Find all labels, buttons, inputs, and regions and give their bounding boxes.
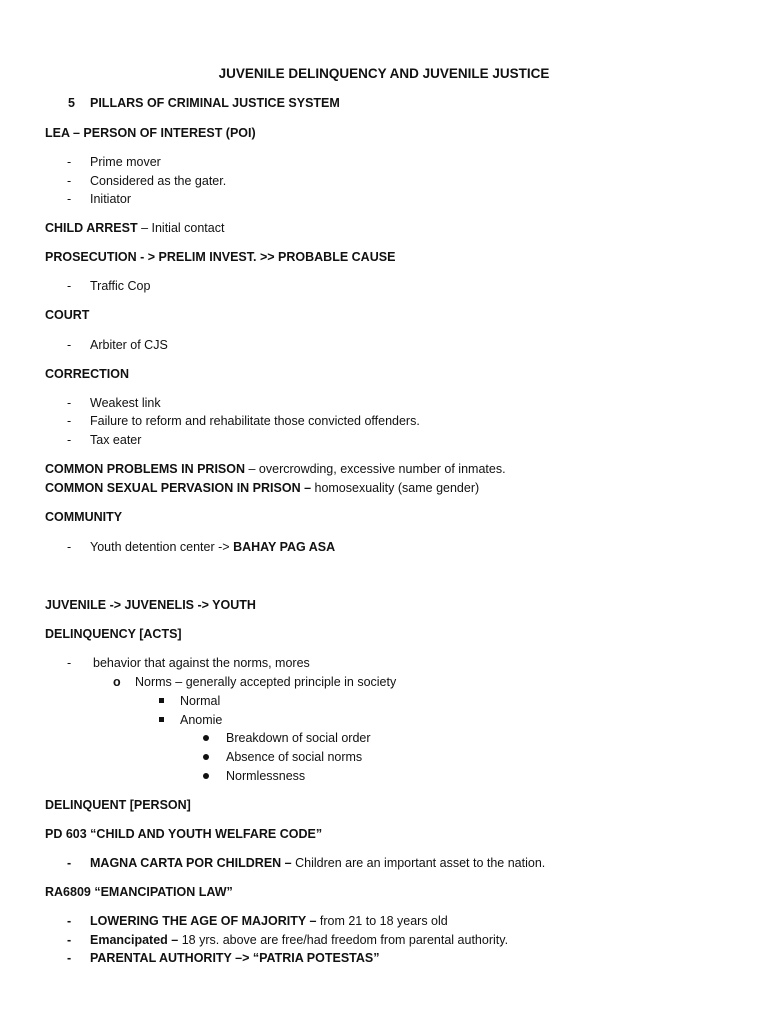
child-arrest-label: CHILD ARREST [45, 221, 138, 235]
juvenile-heading: JUVENILE -> JUVENELIS -> YOUTH [45, 598, 256, 612]
delinquency-heading: DELINQUENCY [ACTS] [45, 627, 182, 641]
dash-marker: - [67, 338, 72, 352]
community-item-text: Youth detention center -> [90, 540, 234, 554]
correction-item: Failure to reform and rehabilitate those convicted offenders. [90, 414, 420, 428]
delinquency-sub-item: Norms – generally accepted principle in society [135, 675, 397, 689]
dash-marker: - [67, 433, 72, 447]
lea-item: Prime mover [90, 155, 161, 169]
delinquency-level4-item: Breakdown of social order [226, 731, 371, 745]
document-title: JUVENILE DELINQUENCY AND JUVENILE JUSTICE [218, 66, 550, 81]
correction-item: Weakest link [90, 396, 161, 410]
prosecution-heading: PROSECUTION - > PRELIM INVEST. >> PROBABLE CAUSE [45, 250, 396, 264]
circle-marker: o [113, 675, 121, 689]
pillars-number: 5 [68, 96, 75, 110]
ra6809-item [90, 932, 508, 948]
dash-marker: - [67, 540, 72, 554]
dash-marker: - [67, 155, 72, 169]
dash-marker: - [67, 279, 72, 293]
round-bullet [203, 773, 209, 779]
ra6809-heading: RA6809 “EMANCIPATION LAW” [45, 885, 233, 899]
correction-item: Tax eater [90, 433, 142, 447]
ra6809-item-bold: Emancipated – [90, 933, 179, 947]
delinquency-item: behavior that against the norms, mores [93, 656, 310, 670]
square-bullet [159, 698, 164, 703]
pd603-heading: PD 603 “CHILD AND YOUTH WELFARE CODE” [45, 827, 323, 841]
round-bullet [203, 754, 209, 760]
child-arrest-line [45, 220, 224, 236]
dash-marker: - [67, 174, 72, 188]
lea-item: Initiator [90, 192, 131, 206]
delinquency-level3-item: Anomie [180, 713, 223, 727]
pd603-item-text: Children are an important asset to the nation. [291, 856, 546, 870]
dash-marker: - [67, 914, 72, 928]
pd603-item-bold: MAGNA CARTA POR CHILDREN – [90, 856, 292, 870]
court-heading: COURT [45, 308, 90, 322]
common-problems-label: COMMON PROBLEMS IN PRISON [45, 462, 246, 476]
pd603-item [90, 855, 545, 871]
child-arrest-text: – Initial contact [137, 221, 225, 235]
common-sexual-text: homosexuality (same gender) [311, 481, 480, 495]
delinquency-level3-item: Normal [180, 694, 221, 708]
dash-marker: - [67, 414, 72, 428]
round-bullet [203, 735, 209, 741]
dash-marker: - [67, 192, 72, 206]
prosecution-item: Traffic Cop [90, 279, 151, 293]
ra6809-item-text: 18 yrs. above are free/had freedom from parental authority. [178, 933, 509, 947]
common-problems-line [45, 461, 506, 477]
ra6809-item-bold: PARENTAL AUTHORITY –> “PATRIA POTESTAS” [90, 951, 380, 965]
common-sexual-line [45, 480, 479, 496]
court-item: Arbiter of CJS [90, 338, 168, 352]
delinquent-heading: DELINQUENT [PERSON] [45, 798, 191, 812]
ra6809-item-text: from 21 to 18 years old [316, 914, 448, 928]
community-item [90, 539, 335, 555]
common-problems-text: – overcrowding, excessive number of inmates. [245, 462, 506, 476]
common-sexual-label: COMMON SEXUAL PERVASION IN PRISON – [45, 481, 312, 495]
ra6809-item [90, 950, 380, 966]
dash-marker: - [67, 656, 72, 670]
lea-item: Considered as the gater. [90, 174, 227, 188]
square-bullet [159, 717, 164, 722]
lea-heading: LEA – PERSON OF INTEREST (POI) [45, 126, 256, 140]
dash-marker: - [67, 933, 72, 947]
dash-marker: - [67, 856, 72, 870]
dash-marker: - [67, 951, 72, 965]
community-heading: COMMUNITY [45, 510, 123, 524]
ra6809-item [90, 913, 448, 929]
ra6809-item-bold: LOWERING THE AGE OF MAJORITY – [90, 914, 317, 928]
delinquency-level4-item: Absence of social norms [226, 750, 363, 764]
correction-heading: CORRECTION [45, 367, 130, 381]
delinquency-level4-item: Normlessness [226, 769, 306, 783]
dash-marker: - [67, 396, 72, 410]
community-item-bold: BAHAY PAG ASA [233, 540, 336, 554]
pillars-heading: PILLARS OF CRIMINAL JUSTICE SYSTEM [90, 96, 340, 110]
